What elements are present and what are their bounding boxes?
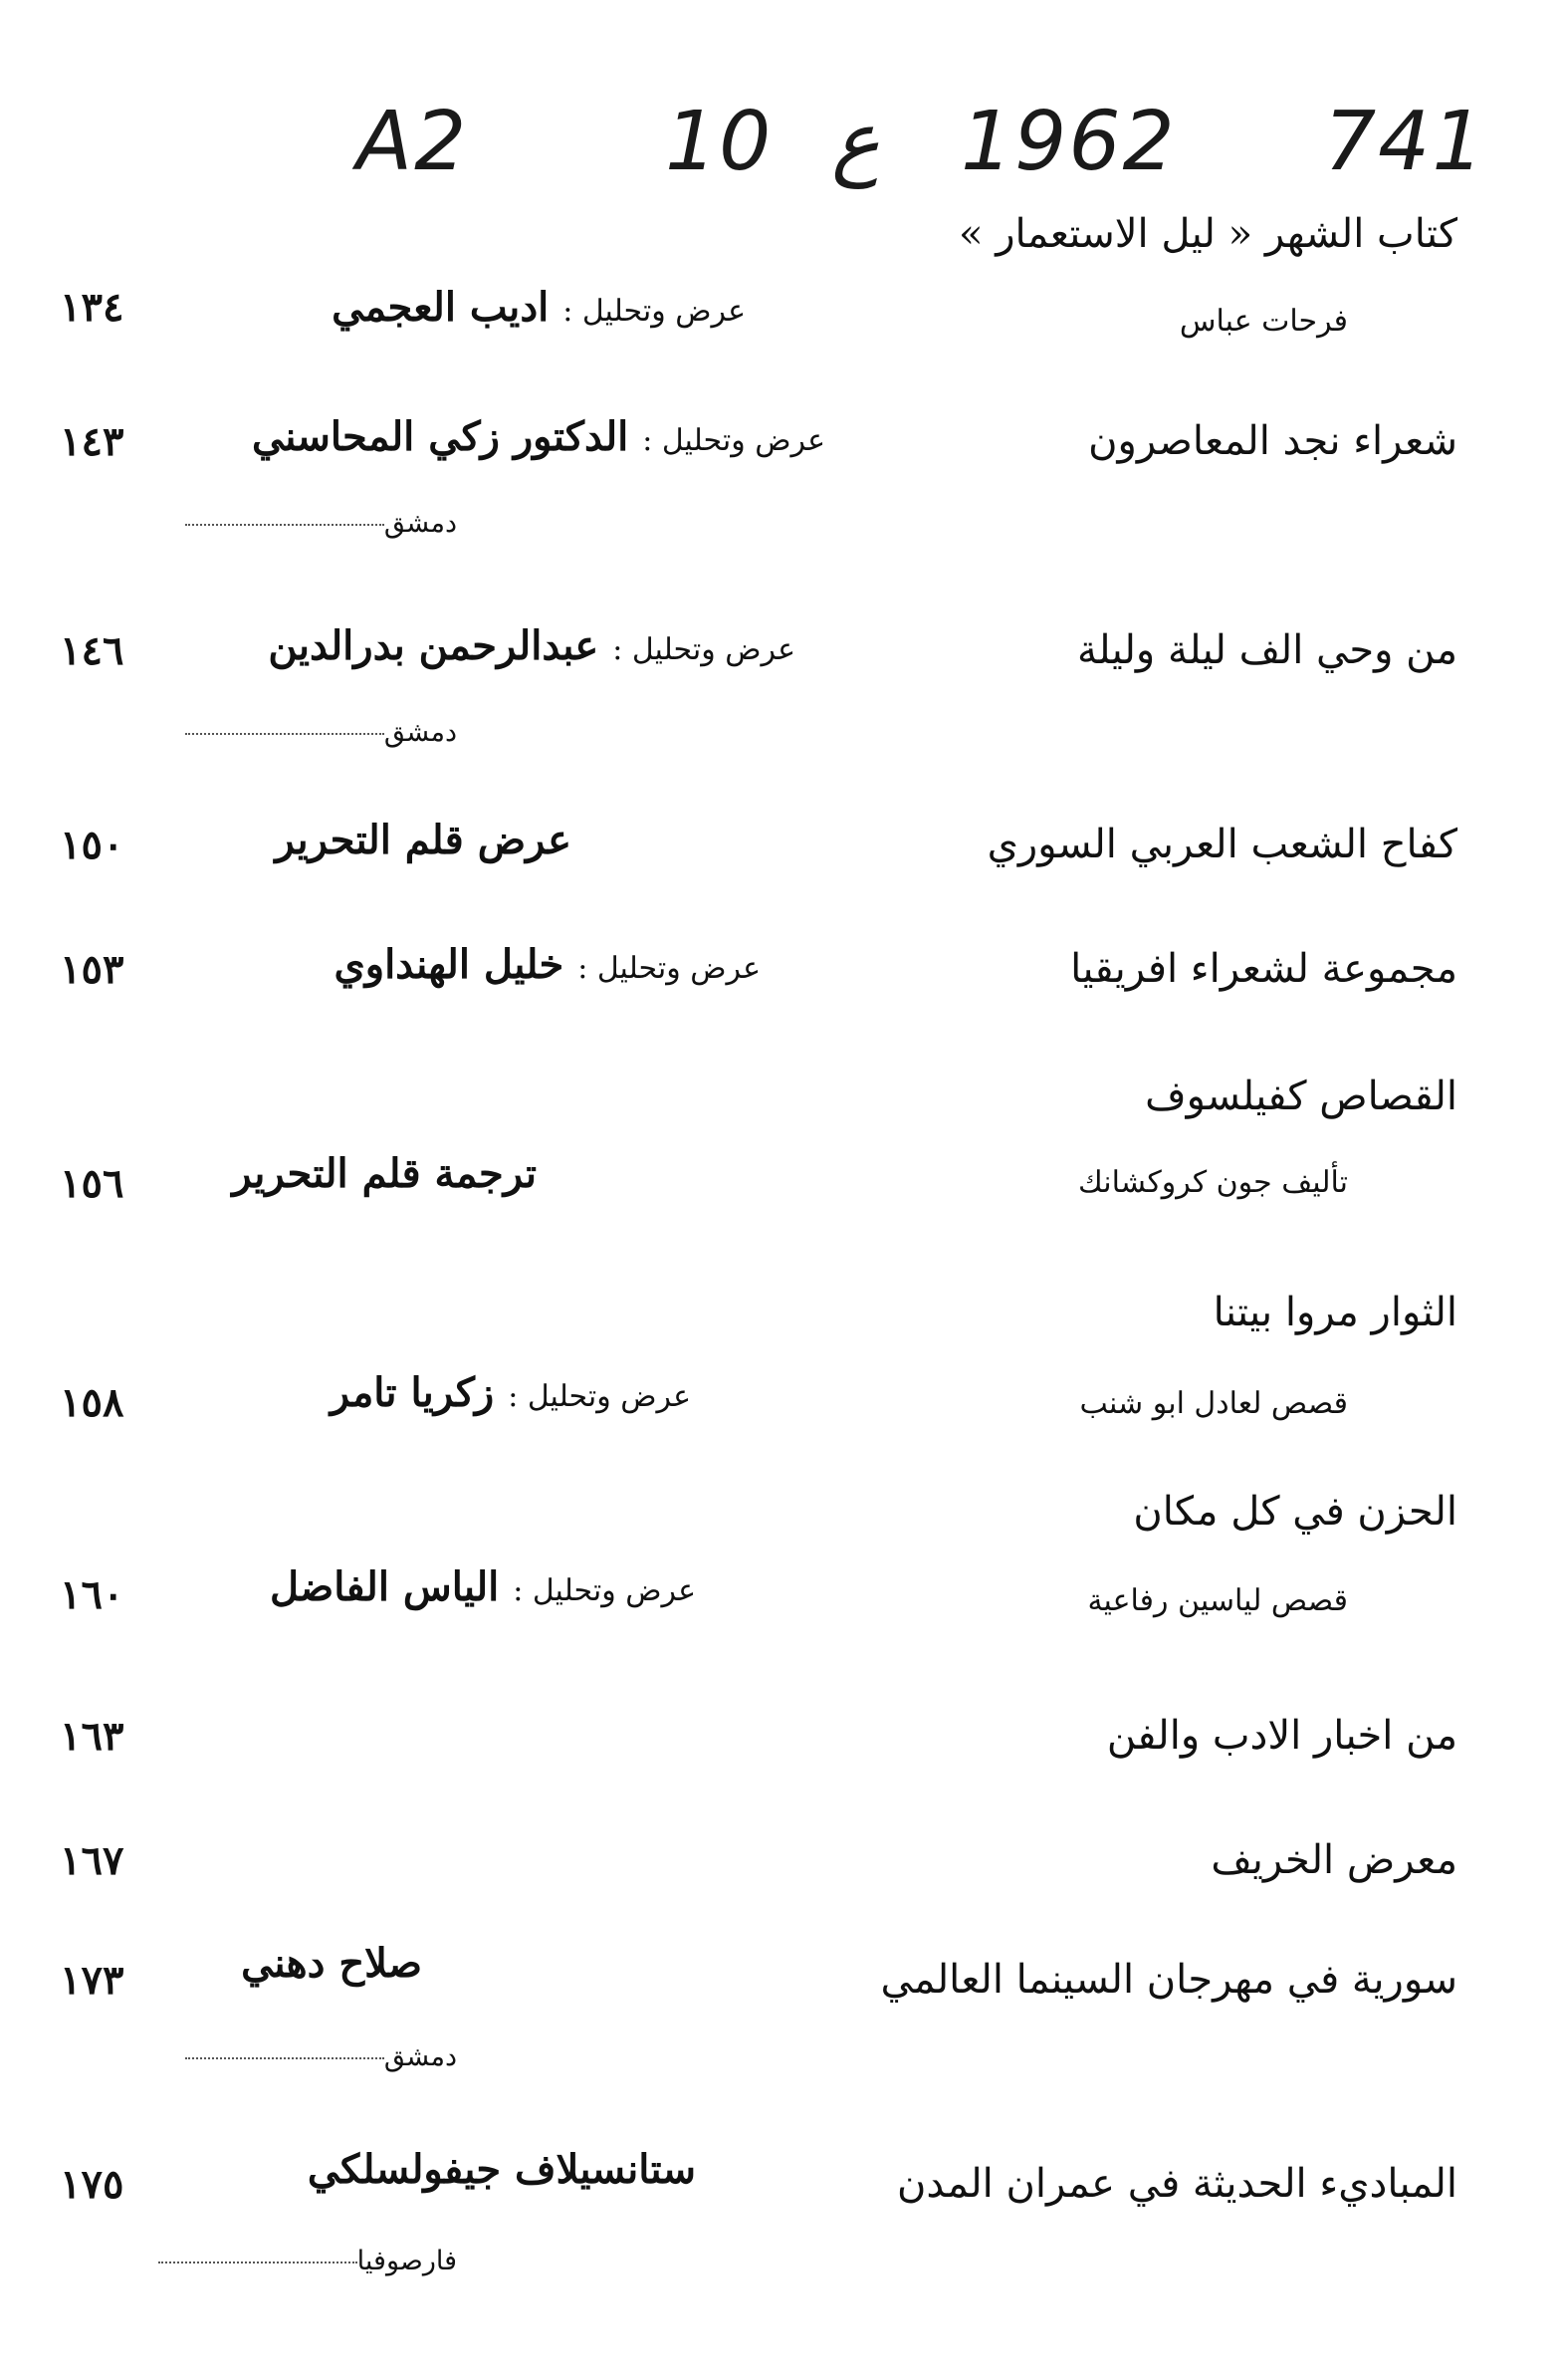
entry-title: شعراء نجد المعاصرون [1088, 418, 1457, 464]
entry-page: ١٥٠ [60, 822, 124, 868]
entry-city-line [175, 717, 457, 748]
entry-city: دمشق [383, 508, 457, 539]
dotted-leader [185, 523, 384, 526]
entry-author: عبدالرحمن بدرالدين [268, 622, 599, 669]
entry-city-line [175, 508, 457, 539]
entry-city: دمشق [383, 717, 457, 748]
entry-author: ترجمة قلم التحرير [232, 1150, 537, 1197]
entry-title: المباديء الحديثة في عمران المدن [896, 2161, 1457, 2207]
entry-page: ١٤٣ [60, 418, 124, 465]
entry-page: ١٧٣ [60, 1957, 124, 2004]
entry-subtitle: فرحات عباس [1179, 304, 1348, 339]
entry-page: ١٣٤ [60, 284, 124, 331]
entry-author-line [308, 2146, 696, 2193]
entry-author: عرض قلم التحرير [275, 817, 571, 863]
entry-prefix: عرض وتحليل : [642, 423, 825, 458]
entry-author-line [331, 1369, 691, 1416]
entry-author-line [275, 817, 571, 863]
dotted-leader [185, 2056, 384, 2059]
entry-author-line [332, 284, 746, 331]
entry-title: من وحي الف ليلة وليلة [1076, 627, 1457, 673]
entry-subtitle: قصص لياسين رفاعية [1087, 1583, 1348, 1618]
entry-title: مجموعة لشعراء افريقيا [1070, 946, 1457, 992]
entry-page: ١٦٣ [60, 1713, 124, 1760]
entry-author: الياس الفاضل [269, 1563, 500, 1610]
entry-author: الدكتور زكي المحاسني [251, 413, 629, 460]
entry-prefix: عرض وتحليل : [508, 1379, 691, 1414]
entry-author-line [252, 413, 825, 460]
entry-author-line [334, 941, 761, 988]
entry-title: من اخبار الادب والفن [1106, 1713, 1457, 1759]
entry-page: ١٦٧ [60, 1837, 124, 1884]
entry-title: كتاب الشهر « ليل الاستعمار » [959, 211, 1457, 257]
entry-author: زكريا تامر [330, 1369, 495, 1416]
entry-page: ١٥٦ [60, 1160, 124, 1207]
entry-prefix: عرض وتحليل : [577, 951, 761, 986]
entry-author: ستانسيلاف جيفولسلكي [307, 2146, 696, 2193]
entry-page: ١٥٨ [60, 1379, 124, 1426]
handwritten-letter: ع [831, 95, 880, 189]
entry-author-line [268, 622, 795, 669]
entry-title: معرض الخريف [1211, 1837, 1457, 1883]
dotted-leader [158, 2261, 357, 2263]
dotted-leader [185, 732, 384, 735]
entry-author: صلاح دهني [241, 1940, 422, 1987]
entry-page: ١٤٦ [60, 627, 124, 674]
entry-title: سورية في مهرجان السينما العالمي [880, 1957, 1457, 2003]
entry-page: ١٥٣ [60, 946, 124, 993]
entry-title: الحزن في كل مكان [1133, 1489, 1457, 1535]
entry-city-line [175, 2041, 457, 2072]
entry-city-line [148, 2246, 457, 2276]
entry-subtitle: تأليف جون كروكشانك [1077, 1165, 1348, 1200]
entry-subtitle: قصص لعادل ابو شنب [1079, 1386, 1348, 1421]
entry-prefix: عرض وتحليل : [612, 632, 795, 667]
entry-page: ١٦٠ [60, 1571, 124, 1618]
entry-title: كفاح الشعب العربي السوري [987, 822, 1457, 867]
entry-author: خليل الهنداوي [334, 941, 564, 988]
handwritten-number: 741 [1324, 95, 1486, 189]
entry-city: دمشق [383, 2041, 457, 2072]
handwritten-code: A2 [356, 95, 469, 189]
handwritten-number: 10 [665, 95, 774, 189]
entry-author-line [270, 1563, 696, 1610]
entry-author: اديب العجمي [332, 284, 550, 331]
entry-prefix: عرض وتحليل : [562, 294, 746, 329]
entry-page: ١٧٥ [60, 2161, 124, 2208]
handwritten-year: 1962 [961, 95, 1177, 189]
entry-prefix: عرض وتحليل : [513, 1573, 696, 1608]
entry-title: الثوار مروا بيتنا [1213, 1290, 1457, 1335]
entry-author-line [232, 1150, 537, 1197]
entry-city: فارصوفيا [356, 2246, 457, 2276]
entry-title: القصاص كفيلسوف [1145, 1073, 1457, 1119]
entry-author-line [241, 1940, 422, 1987]
